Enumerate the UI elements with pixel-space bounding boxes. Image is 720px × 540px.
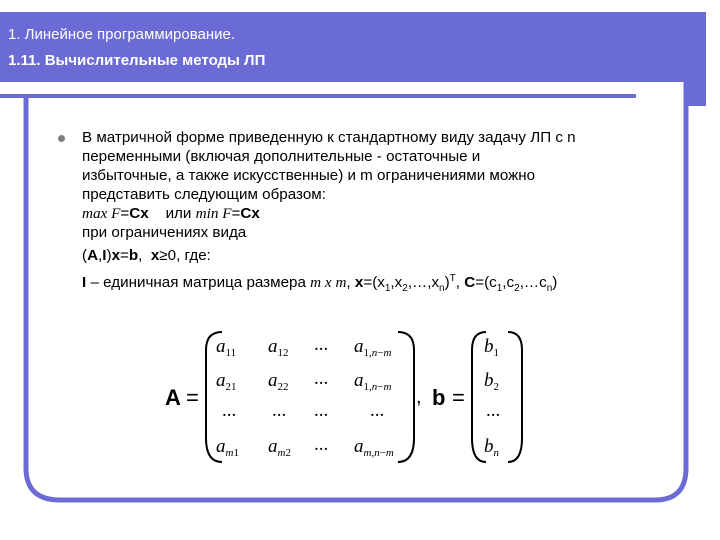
matrix-A-cell: $a_{1,}n-m$: [354, 370, 392, 393]
vector-b-cell: ...: [486, 400, 501, 421]
definition-line: I – единичная матрица размера m x m, $x=(x_1,x_2,\dots,x_n)^T$, $C=(c_1,c_2,\dots c_n)$: [82, 273, 558, 295]
def-identity: I: [82, 274, 87, 292]
matrix-A-cell: $a_m1$: [216, 436, 239, 459]
matrix-A-label: A: [165, 385, 181, 410]
matrix-A-eq: =: [186, 385, 199, 410]
vector-b-eq: =: [452, 385, 465, 410]
matrix-A-cell: $a_{22}$: [268, 370, 289, 393]
matrix-A-cell: $a_{12}$: [268, 336, 289, 359]
def-x: x: [354, 274, 364, 292]
text-line: избыточные, а также искусственные) и m ограничениями можно: [82, 167, 536, 184]
def-size: m x m: [310, 274, 347, 292]
matrix-A-cell: ...: [314, 400, 329, 421]
def-c: C: [464, 274, 476, 292]
constraint-line: (A,I)x=b, x≥0, где:: [82, 247, 211, 264]
vector-b-cell: $b_2$: [484, 370, 499, 393]
vector-b-cell: $b_n$: [484, 436, 499, 459]
text-line: В матричной форме приведенную к стандартному виду задачу ЛП с n: [82, 129, 576, 146]
constraints-intro: при ограничениях вида: [82, 224, 247, 241]
vector-b-cell: $b_1$: [484, 336, 499, 359]
objective-cx: Cx: [240, 205, 260, 222]
matrix-A-cell: $a_{m,n}-m$: [354, 436, 394, 459]
objective-or: или: [165, 205, 192, 222]
def-sep: ,: [346, 274, 355, 292]
matrix-A-cell: $a_{1,}n-m$: [354, 336, 392, 359]
objective-eq: =: [120, 205, 130, 222]
matrix-comma: ,: [416, 386, 422, 408]
def-text: – единичная матрица размера: [86, 274, 311, 292]
text-line: представить следующим образом:: [82, 186, 326, 203]
matrix-A-right-bracket: [398, 332, 414, 462]
vector-b-right-bracket: [508, 332, 522, 462]
objective-eq: =: [231, 205, 241, 222]
matrix-A-cell: ...: [272, 400, 287, 421]
objective-max: max F: [82, 205, 121, 222]
matrix-A-cell: ...: [222, 400, 237, 421]
matrix-A-cell: ...: [314, 368, 329, 389]
objective-cx: Cx: [129, 205, 149, 222]
matrix-A-cell: ...: [370, 400, 385, 421]
matrix-A-cell: ...: [314, 434, 329, 455]
matrix-A-cell: $a_m2$: [268, 436, 291, 459]
text-line: переменными (включая дополнительные - остаточные и: [82, 148, 481, 165]
objective-min: min F: [195, 205, 232, 222]
vector-b-label: b: [432, 385, 446, 410]
slide-title-line1: 1. Линейное программирование.: [8, 26, 236, 43]
matrix-A-cell: $a_{21}$: [216, 370, 237, 393]
slide-title-line2: 1.11. Вычислительные методы ЛП: [8, 52, 266, 69]
matrix-A-cell: $a_{11}$: [216, 336, 237, 359]
matrix-A-cell: ...: [314, 334, 329, 355]
